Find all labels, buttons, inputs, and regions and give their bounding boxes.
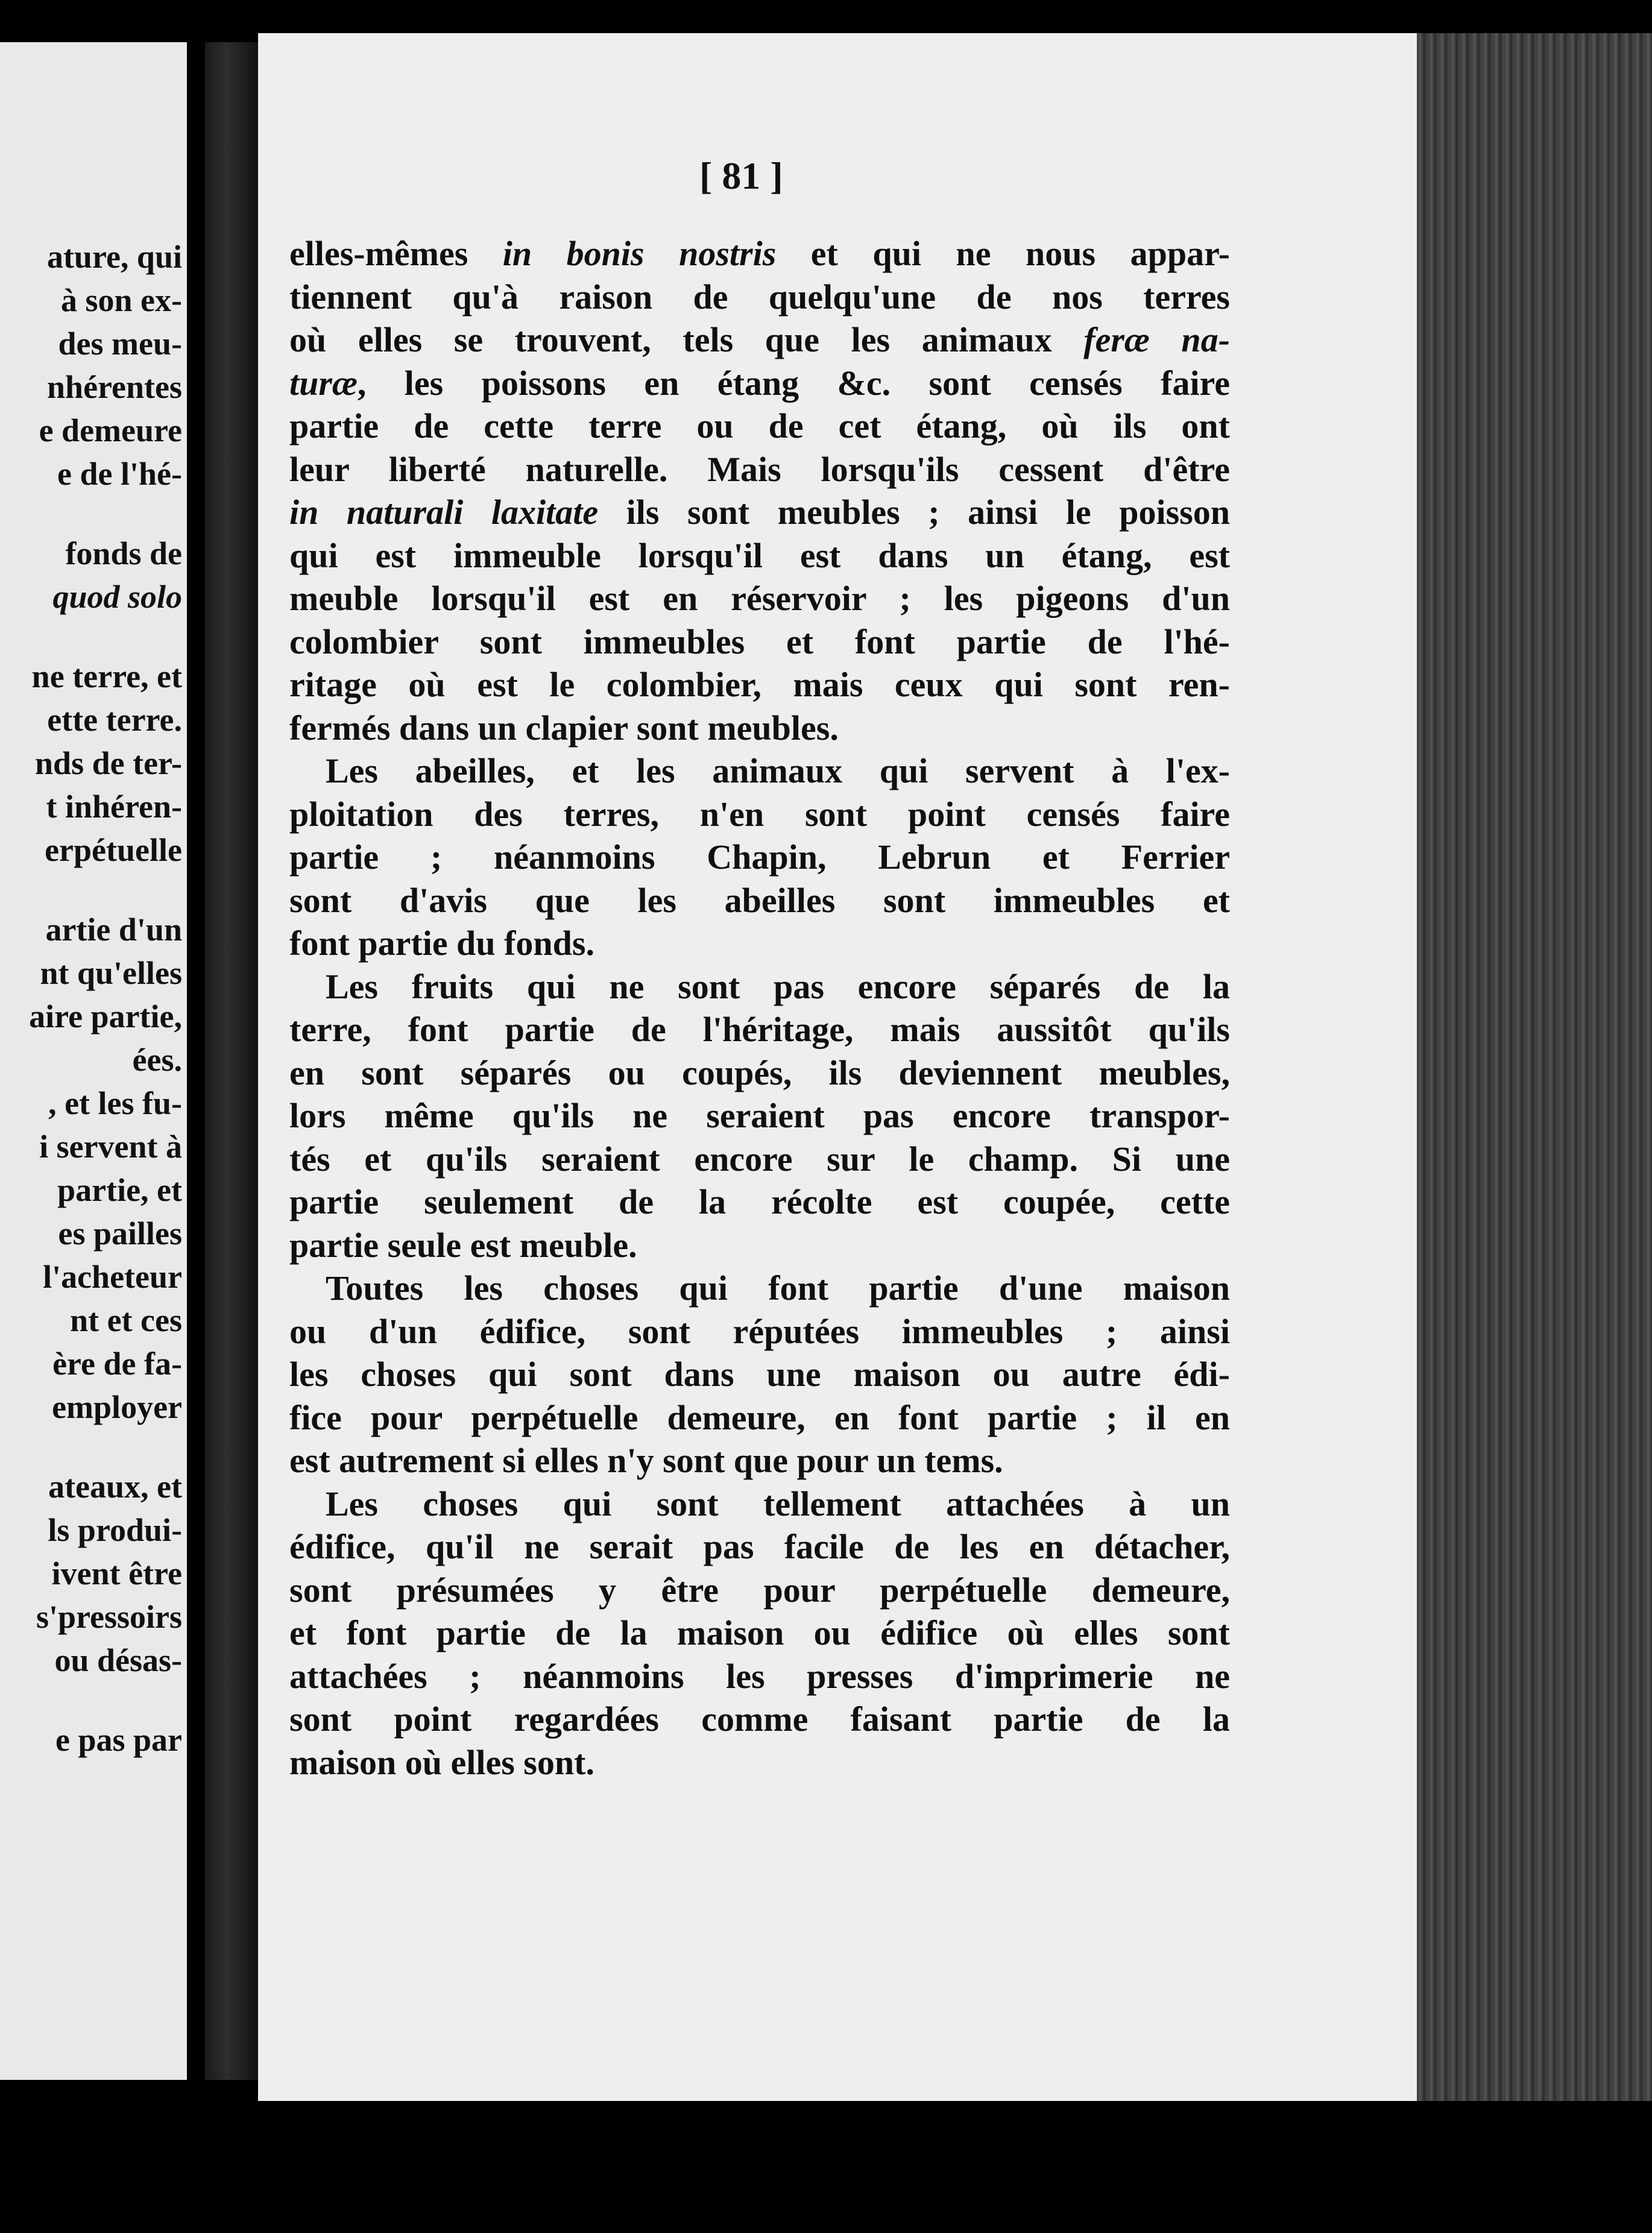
text-line: partie de cette terre ou de cet étang, où ils ont	[289, 406, 1230, 446]
left-fragment-line: fonds de	[65, 535, 182, 572]
text-line: Les choses qui sont tellement attachées à un	[326, 1484, 1230, 1523]
text-line: leur liberté naturelle. Mais lorsqu'ils cessent d'être	[289, 449, 1230, 489]
left-fragment-line: à son ex-	[61, 282, 182, 318]
text-line: ritage où est le colombier, mais ceux qui sont ren-	[289, 665, 1230, 704]
left-fragment-line: artie d'un	[45, 912, 182, 948]
text-line: fermés dans un clapier sont meubles.	[289, 708, 839, 748]
left-fragment-line: ette terre.	[47, 702, 182, 738]
left-fragment-line: nds de ter-	[35, 745, 182, 781]
text-line: sont présumées y être pour perpétuelle demeure,	[289, 1570, 1230, 1610]
text-line: partie seule est meuble.	[289, 1225, 637, 1265]
text-line: colombier sont immeubles et font partie de l'hé-	[289, 622, 1230, 661]
text-line: font partie du fonds.	[289, 924, 594, 963]
left-fragment-line: e de l'hé-	[57, 456, 182, 492]
left-fragment-line: ls produi-	[48, 1512, 182, 1548]
left-fragment-line: ne terre, et	[31, 658, 182, 694]
left-fragment-line: , et les fu-	[48, 1085, 182, 1121]
left-fragment-line: aire partie,	[29, 998, 182, 1035]
left-fragment-line: es pailles	[58, 1215, 182, 1252]
text-line: meuble lorsqu'il est en réservoir ; les pigeons d'un	[289, 579, 1230, 618]
text-line: elles-mêmes in bonis nostris et qui ne nous appar-	[289, 234, 1230, 273]
left-fragment-line: partie, et	[57, 1172, 182, 1208]
text-line: Toutes les choses qui font partie d'une maison	[326, 1268, 1230, 1308]
left-fragment-line: nt et ces	[70, 1302, 182, 1338]
left-fragment-line: ateaux, et	[48, 1469, 182, 1505]
text-line: sont d'avis que les abeilles sont immeubles et	[289, 880, 1230, 920]
text-line: turæ, les poissons en étang &c. sont censés faire	[289, 363, 1230, 403]
left-fragment-line	[0, 496, 182, 532]
left-fragment-line	[0, 619, 182, 655]
text-line: in naturali laxitate ils sont meubles ; ainsi le poisson	[289, 493, 1230, 532]
left-fragment-line: ivent être	[51, 1555, 182, 1592]
page-edge-shadow	[1417, 33, 1652, 2101]
text-line: fice pour perpétuelle demeure, en font partie ; il en	[289, 1397, 1230, 1437]
text-line: partie seulement de la récolte est coupée, cette	[289, 1182, 1230, 1221]
italic-phrase: turæ	[289, 363, 358, 403]
text-line: tés et qu'ils seraient encore sur le champ. Si une	[289, 1139, 1230, 1179]
left-fragment-line: ère de fa-	[52, 1346, 182, 1382]
left-fragment-line: erpétuelle	[45, 832, 182, 868]
left-fragment-line: ées.	[132, 1042, 182, 1078]
left-fragment-line: t inhéren-	[46, 789, 182, 825]
left-fragment-line	[0, 1429, 182, 1465]
text-line: tiennent qu'à raison de quelqu'une de nos terres	[289, 277, 1230, 317]
left-fragment-line: i servent à	[39, 1129, 182, 1165]
text-line: attachées ; néanmoins les presses d'imprimerie ne	[289, 1656, 1230, 1696]
italic-phrase: feræ na-	[1083, 320, 1231, 359]
left-facing-page	[0, 42, 187, 2080]
left-fragment-line	[0, 1682, 182, 1718]
left-fragment-line: ature, qui	[46, 239, 182, 275]
text-line: terre, font partie de l'héritage, mais aussitôt qu'ils	[289, 1010, 1230, 1049]
text-line: lors même qu'ils ne seraient pas encore transpor-	[289, 1096, 1230, 1135]
page-number: [ 81 ]	[699, 154, 783, 197]
left-fragment-line: s'pressoirs	[36, 1599, 182, 1635]
binding-gutter	[205, 42, 259, 2080]
text-line: sont point regardées comme faisant partie de la	[289, 1699, 1230, 1739]
main-text-body	[289, 232, 1230, 1784]
italic-phrase: in bonis nostris	[502, 234, 777, 273]
text-line: édifice, qu'il ne serait pas facile de les en détacher,	[289, 1527, 1230, 1566]
left-fragment-line: employer	[52, 1389, 182, 1425]
italic-phrase: in naturali laxitate	[289, 493, 599, 532]
text-line: en sont séparés ou coupés, ils deviennent meubles,	[289, 1053, 1230, 1092]
text-line: maison où elles sont.	[289, 1742, 594, 1782]
text-line: les choses qui sont dans une maison ou autre édi-	[289, 1355, 1230, 1394]
text-line: où elles se trouvent, tels que les animaux feræ na-	[289, 320, 1231, 359]
left-page-text-fragments	[0, 235, 182, 1762]
text-line: Les abeilles, et les animaux qui servent à l'ex-	[326, 751, 1230, 790]
left-fragment-line: des meu-	[58, 326, 182, 362]
left-fragment-line: l'acheteur	[43, 1259, 182, 1295]
left-fragment-line	[0, 872, 182, 908]
left-fragment-line: e pas par	[55, 1722, 182, 1758]
text-line: ploitation des terres, n'en sont point censés faire	[289, 794, 1230, 834]
left-fragment-line: e demeure	[39, 412, 182, 449]
left-fragment-line: nhérentes	[47, 369, 182, 405]
left-fragment-line: ou désas-	[54, 1642, 182, 1678]
text-line: Les fruits qui ne sont pas encore séparés de la	[326, 966, 1230, 1006]
text-line: est autrement si elles n'y sont que pour un tems.	[289, 1441, 1003, 1480]
text-line: qui est immeuble lorsqu'il est dans un étang, est	[289, 535, 1230, 575]
left-fragment-line: nt qu'elles	[40, 955, 182, 991]
text-line: ou d'un édifice, sont réputées immeubles ; ainsi	[289, 1311, 1230, 1351]
text-line: et font partie de la maison ou édifice où elles sont	[289, 1613, 1230, 1652]
left-fragment-line: quod solo	[52, 579, 182, 615]
text-line: partie ; néanmoins Chapin, Lebrun et Ferrier	[289, 837, 1230, 877]
